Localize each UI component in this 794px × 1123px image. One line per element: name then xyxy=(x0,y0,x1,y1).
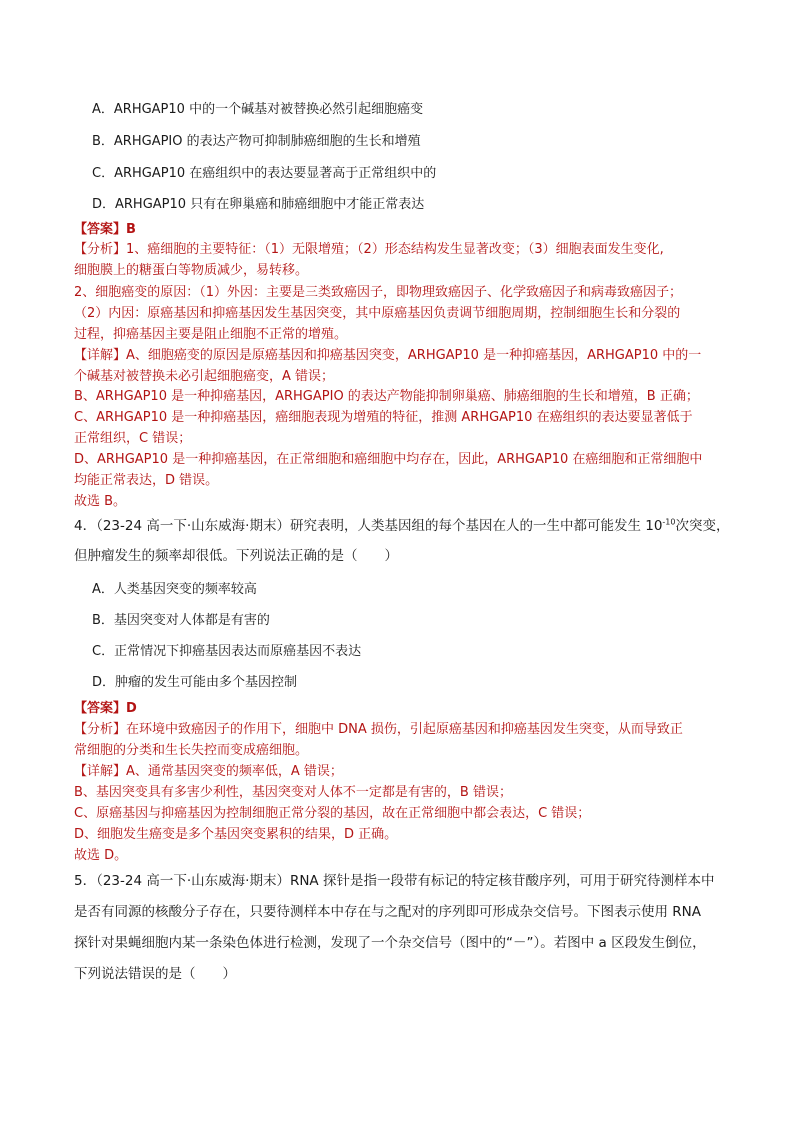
q4-analysis-line-1: 【分析】在环境中致癌因子的作用下，细胞中 DNA 损伤，引起原癌基因和抑癌基因发生突变，从而导致正 xyxy=(74,722,683,737)
q4-stem-line-1-after: 次突变， xyxy=(675,518,730,534)
q3-conclusion: 故选 B。 xyxy=(74,494,127,509)
q3-detail-line-5: 正常组织，C 错误； xyxy=(74,431,192,446)
q3-option-c: C．ARHGAP10 在癌组织中的表达要显著高于正常组织中的 xyxy=(92,166,437,181)
q4-option-d: D．肿瘤的发生可能由多个基因控制 xyxy=(92,675,298,690)
q5-stem-line-2: 是否有同源的核酸分子存在，只要待测样本中存在与之配对的序列即可形成杂交信号。下图表示使用 RNA xyxy=(74,904,702,920)
q3-option-d: D．ARHGAP10 只有在卵巢癌和肺癌细胞中才能正常表达 xyxy=(92,197,425,212)
q4-stem-line-2: 但肿瘤发生的频率却很低。下列说法正确的是（ ） xyxy=(74,548,398,564)
q3-detail-line-3: B、ARHGAP10 是一种抑癌基因，ARHGAPIO 的表达产物能抑制卵巢癌、肺癌细胞的生长和增殖，B 正确； xyxy=(74,389,699,404)
q3-answer: 【答案】B xyxy=(74,222,136,237)
q3-analysis-line-5: 过程，抑癌基因主要是阻止细胞不正常的增殖。 xyxy=(74,327,348,342)
q4-option-a: A．人类基因突变的频率较高 xyxy=(92,582,257,597)
q3-detail-line-2: 个碱基对被替换未必引起细胞癌变，A 错误； xyxy=(74,369,335,384)
q3-option-b: B．ARHGAPIO 的表达产物可抑制肺癌细胞的生长和增殖 xyxy=(92,134,421,149)
q3-detail-line-6: D、ARHGAP10 是一种抑癌基因，在正常细胞和癌细胞中均存在，因此，ARHGAP10 在癌细胞和正常细胞中 xyxy=(74,452,703,467)
q4-option-b: B．基因突变对人体都是有害的 xyxy=(92,613,270,628)
q3-detail-line-4: C、ARHGAP10 是一种抑癌基因，癌细胞表现为增殖的特征，推测 ARHGAP10 在癌组织的表达要显著低于 xyxy=(74,410,693,425)
q3-analysis-line-3: 2、细胞癌变的原因：（1）外因：主要是三类致癌因子，即物理致癌因子、化学致癌因子和病毒致癌因子； xyxy=(74,285,683,300)
q5-stem-line-1: 5．（23-24 高一下·山东威海·期末）RNA 探针是指一段带有标记的特定核苷酸序列，可用于研究待测样本中 xyxy=(74,873,715,889)
q4-option-c: C．正常情况下抑癌基因表达而原癌基因不表达 xyxy=(92,644,362,659)
q4-detail-line-2: B、基因突变具有多害少利性，基因突变对人体不一定都是有害的，B 错误； xyxy=(74,785,512,800)
q4-detail-line-1: 【详解】A、通常基因突变的频率低，A 错误； xyxy=(74,764,343,779)
q3-detail-line-7: 均能正常表达，D 错误。 xyxy=(74,473,219,488)
q4-answer: 【答案】D xyxy=(74,701,137,716)
q4-conclusion: 故选 D。 xyxy=(74,848,128,863)
q5-stem-line-4: 下列说法错误的是（ ） xyxy=(74,966,236,982)
q4-stem-line-1-before: 4．（23-24 高一下·山东威海·期末）研究表明，人类基因组的每个基因在人的一生中都可能发生 10 xyxy=(74,518,663,534)
q3-analysis-line-1: 【分析】1、癌细胞的主要特征：（1）无限增殖；（2）形态结构发生显著改变；（3）细胞表面发生变化, xyxy=(74,242,664,257)
q3-analysis-line-2: 细胞膜上的糖蛋白等物质减少，易转移。 xyxy=(74,263,309,278)
q4-stem-line-1 xyxy=(74,516,730,536)
q4-stem-exponent: -10 xyxy=(662,517,676,527)
q4-analysis-line-2: 常细胞的分类和生长失控而变成癌细胞。 xyxy=(74,743,309,758)
q4-detail-line-4: D、细胞发生癌变是多个基因突变累积的结果，D 正确。 xyxy=(74,827,398,842)
q3-detail-line-1: 【详解】A、细胞癌变的原因是原癌基因和抑癌基因突变，ARHGAP10 是一种抑癌基因，ARHGAP10 中的一 xyxy=(74,348,702,363)
q5-stem-line-3: 探针对果蝇细胞内某一条染色体进行检测，发现了一个杂交信号（图中的“－”）。若图中 a 区段发生倒位， xyxy=(74,935,706,951)
q4-detail-line-3: C、原癌基因与抑癌基因为控制细胞正常分裂的基因，故在正常细胞中都会表达，C 错误； xyxy=(74,806,591,821)
q3-analysis-line-4: （2）内因：原癌基因和抑癌基因发生基因突变，其中原癌基因负责调节细胞周期，控制细胞生长和分裂的 xyxy=(74,306,681,321)
q3-option-a: A．ARHGAP10 中的一个碱基对被替换必然引起细胞癌变 xyxy=(92,102,424,117)
